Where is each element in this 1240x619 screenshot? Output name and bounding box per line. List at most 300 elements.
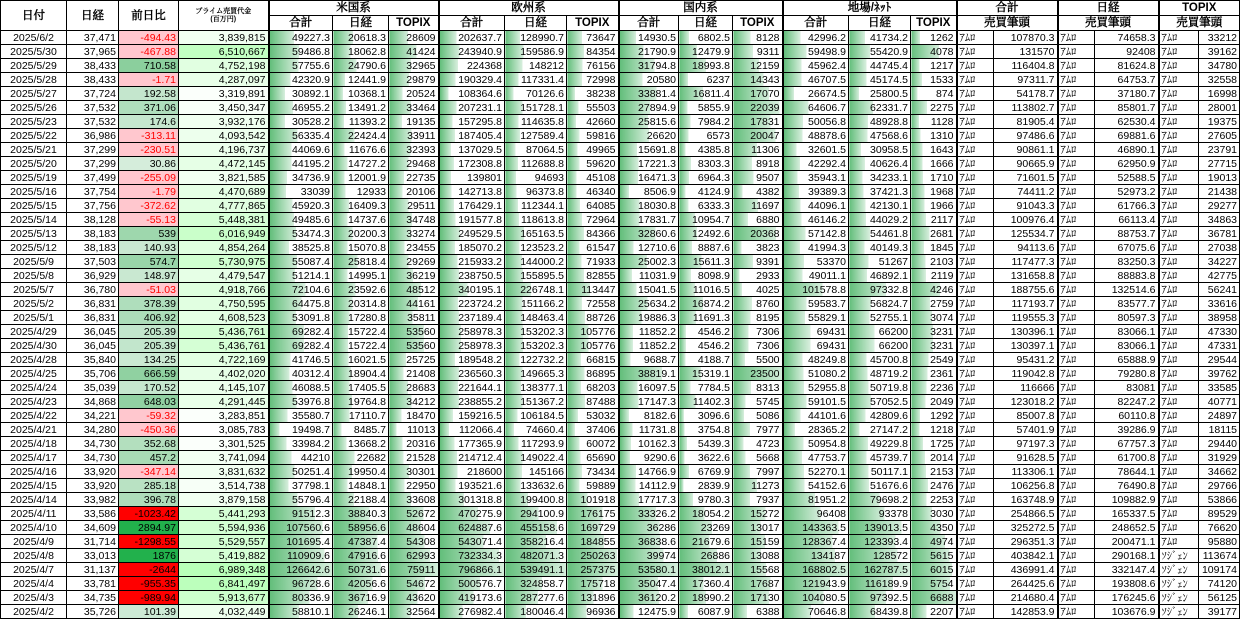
- change-cell: -1.79: [119, 185, 179, 199]
- eu-total-cell: 112066.4: [439, 423, 505, 437]
- dm-topix-cell: 5745: [733, 395, 783, 409]
- nikkei-cell: 35,039: [67, 381, 119, 395]
- table-row: [1, 325, 1240, 339]
- us-topix-cell: 21528: [389, 451, 439, 465]
- top2-name-cell: ｱﾑﾛ: [1058, 395, 1095, 409]
- us-nikkei-cell: 58956.6: [333, 521, 389, 535]
- eu-nikkei-cell: 127589.4: [505, 129, 567, 143]
- change-cell: -59.32: [119, 409, 179, 423]
- eu-nikkei-cell: 118613.8: [505, 213, 567, 227]
- dm-topix-cell: 9391: [733, 255, 783, 269]
- top3-value-cell: 31929: [1199, 451, 1240, 465]
- eu-nikkei-cell: 96373.8: [505, 185, 567, 199]
- us-topix-cell: 33274: [389, 227, 439, 241]
- us-total-cell: 44069.6: [269, 143, 333, 157]
- lc-topix-cell: 3231: [911, 325, 957, 339]
- table-row: [1, 507, 1240, 521]
- eu-topix-cell: 38238: [567, 87, 619, 101]
- dm-topix-cell: 17070: [733, 87, 783, 101]
- dm-total-cell: 17831.7: [619, 213, 679, 227]
- us-nikkei-cell: 14848.1: [333, 479, 389, 493]
- nikkei-cell: 37,299: [67, 143, 119, 157]
- nikkei-cell: 33,920: [67, 465, 119, 479]
- us-topix-cell: 30301: [389, 465, 439, 479]
- us-topix-cell: 33464: [389, 101, 439, 115]
- us-total-cell: 38525.8: [269, 241, 333, 255]
- eu-topix-cell: 68203: [567, 381, 619, 395]
- eu-total-cell: 108364.6: [439, 87, 505, 101]
- lc-topix-cell: 3030: [911, 507, 957, 521]
- top3-name-cell: ｱﾑﾛ: [1159, 451, 1199, 465]
- lc-total-cell: 49011.1: [783, 269, 849, 283]
- change-cell: 134.25: [119, 353, 179, 367]
- nikkei-cell: 37,724: [67, 87, 119, 101]
- eu-total-cell: 258978.3: [439, 339, 505, 353]
- lc-total-cell: 28365.2: [783, 423, 849, 437]
- top1-name-cell: ｱﾑﾛ: [957, 577, 994, 591]
- top3-name-cell: ｱﾑﾛ: [1159, 297, 1199, 311]
- lc-total-cell: 46146.2: [783, 213, 849, 227]
- header-eu-total: 合計: [439, 16, 505, 31]
- dm-nikkei-cell: 7784.5: [679, 381, 733, 395]
- top3-name-cell: ｱﾑﾛ: [1159, 255, 1199, 269]
- top1-value-cell: 436991.4: [994, 563, 1058, 577]
- header-change: 前日比: [119, 1, 179, 31]
- eu-nikkei-cell: 112344.1: [505, 199, 567, 213]
- top1-value-cell: 188755.6: [994, 283, 1058, 297]
- date-cell: 2025/4/23: [1, 395, 67, 409]
- dm-topix-cell: 9311: [733, 45, 783, 59]
- top3-value-cell: 24897: [1199, 409, 1240, 423]
- us-nikkei-cell: 14727.2: [333, 157, 389, 171]
- table-row: [1, 241, 1240, 255]
- top3-name-cell: ｱﾑﾛ: [1159, 423, 1199, 437]
- eu-nikkei-cell: 133632.6: [505, 479, 567, 493]
- lc-total-cell: 69431: [783, 339, 849, 353]
- change-cell: 140.93: [119, 241, 179, 255]
- dm-topix-cell: 12159: [733, 59, 783, 73]
- us-nikkei-cell: 17280.8: [333, 311, 389, 325]
- header-dm-topix: TOPIX: [733, 16, 783, 31]
- top2-name-cell: ｱﾑﾛ: [1058, 381, 1095, 395]
- top1-value-cell: 97311.7: [994, 73, 1058, 87]
- date-cell: 2025/4/10: [1, 521, 67, 535]
- change-cell: -1.71: [119, 73, 179, 87]
- change-cell: -989.94: [119, 591, 179, 605]
- us-total-cell: 64475.8: [269, 297, 333, 311]
- eu-topix-cell: 73647: [567, 31, 619, 45]
- dm-topix-cell: 17130: [733, 591, 783, 605]
- us-total-cell: 126642.6: [269, 563, 333, 577]
- eu-total-cell: 238855.2: [439, 395, 505, 409]
- dm-nikkei-cell: 4188.7: [679, 353, 733, 367]
- change-cell: 378.39: [119, 297, 179, 311]
- us-nikkei-cell: 17110.7: [333, 409, 389, 423]
- dm-nikkei-cell: 6802.5: [679, 31, 733, 45]
- us-topix-cell: 48604: [389, 521, 439, 535]
- lc-nikkei-cell: 40626.4: [849, 157, 911, 171]
- dm-nikkei-cell: 6333.3: [679, 199, 733, 213]
- lc-total-cell: 59101.5: [783, 395, 849, 409]
- change-cell: -1023.42: [119, 507, 179, 521]
- top3-name-cell: ｿｼﾞｪﾝ: [1159, 549, 1199, 563]
- lc-topix-cell: 2759: [911, 297, 957, 311]
- header-us-nikkei: 日経: [333, 16, 389, 31]
- dm-total-cell: 17147.3: [619, 395, 679, 409]
- eu-topix-cell: 105776: [567, 339, 619, 353]
- top1-name-cell: ｱﾑﾛ: [957, 395, 994, 409]
- date-cell: 2025/5/2: [1, 297, 67, 311]
- top1-name-cell: ｱﾑﾛ: [957, 255, 994, 269]
- nikkei-cell: 36,831: [67, 311, 119, 325]
- header-us: 米国系: [269, 1, 439, 16]
- top1-name-cell: ｱﾑﾛ: [957, 339, 994, 353]
- dm-nikkei-cell: 11016.5: [679, 283, 733, 297]
- change-cell: 205.39: [119, 325, 179, 339]
- us-topix-cell: 19135: [389, 115, 439, 129]
- lc-total-cell: 69431: [783, 325, 849, 339]
- dm-topix-cell: 15159: [733, 535, 783, 549]
- eu-topix-cell: 37406: [567, 423, 619, 437]
- top3-name-cell: ｱﾑﾛ: [1159, 45, 1199, 59]
- us-topix-cell: 52672: [389, 507, 439, 521]
- top1-value-cell: 113802.7: [994, 101, 1058, 115]
- top3-name-cell: ｿｼﾞｪﾝ: [1159, 563, 1199, 577]
- us-nikkei-cell: 19764.8: [333, 395, 389, 409]
- table-row: [1, 227, 1240, 241]
- prime-value-cell: 6,989,348: [179, 563, 269, 577]
- date-cell: 2025/5/26: [1, 101, 67, 115]
- prime-value-cell: 4,470,689: [179, 185, 269, 199]
- dm-topix-cell: 17831: [733, 115, 783, 129]
- eu-topix-cell: 86895: [567, 367, 619, 381]
- header-eu-nikkei: 日経: [505, 16, 567, 31]
- us-topix-cell: 54672: [389, 577, 439, 591]
- us-topix-cell: 25725: [389, 353, 439, 367]
- nikkei-cell: 33,586: [67, 507, 119, 521]
- top2-name-cell: ｱﾑﾛ: [1058, 87, 1095, 101]
- eu-total-cell: 142713.8: [439, 185, 505, 199]
- date-cell: 2025/4/25: [1, 367, 67, 381]
- dm-nikkei-cell: 2839.9: [679, 479, 733, 493]
- us-nikkei-cell: 22424.4: [333, 129, 389, 143]
- prime-value-cell: 4,093,542: [179, 129, 269, 143]
- eu-total-cell: 190329.4: [439, 73, 505, 87]
- us-total-cell: 35580.7: [269, 409, 333, 423]
- top3-value-cell: 29544: [1199, 353, 1240, 367]
- top1-value-cell: 81905.4: [994, 115, 1058, 129]
- nikkei-cell: 33,781: [67, 577, 119, 591]
- nikkei-cell: 34,280: [67, 423, 119, 437]
- top1-name-cell: ｱﾑﾛ: [957, 451, 994, 465]
- prime-value-cell: 4,287,097: [179, 73, 269, 87]
- us-total-cell: 91512.3: [269, 507, 333, 521]
- lc-nikkei-cell: 79698.2: [849, 493, 911, 507]
- eu-topix-cell: 59620: [567, 157, 619, 171]
- dm-nikkei-cell: 5855.9: [679, 101, 733, 115]
- change-cell: -255.09: [119, 171, 179, 185]
- top3-value-cell: 95880: [1199, 535, 1240, 549]
- eu-nikkei-cell: 180046.4: [505, 605, 567, 619]
- us-topix-cell: 22950: [389, 479, 439, 493]
- header-dm-total: 合計: [619, 16, 679, 31]
- dm-total-cell: 33881.4: [619, 87, 679, 101]
- dm-topix-cell: 20368: [733, 227, 783, 241]
- top3-name-cell: ｱﾑﾛ: [1159, 171, 1199, 185]
- dm-total-cell: 53580.1: [619, 563, 679, 577]
- dm-topix-cell: 7306: [733, 325, 783, 339]
- lc-topix-cell: 1128: [911, 115, 957, 129]
- lc-nikkei-cell: 57052.5: [849, 395, 911, 409]
- lc-total-cell: 59498.9: [783, 45, 849, 59]
- date-cell: 2025/4/11: [1, 507, 67, 521]
- table-row: [1, 87, 1240, 101]
- eu-nikkei-cell: 138377.1: [505, 381, 567, 395]
- top2-name-cell: ｱﾑﾛ: [1058, 563, 1095, 577]
- top2-name-cell: ｱﾑﾛ: [1058, 325, 1095, 339]
- top2-value-cell: 52588.5: [1095, 171, 1159, 185]
- eu-total-cell: 214712.4: [439, 451, 505, 465]
- lc-topix-cell: 2476: [911, 479, 957, 493]
- dm-nikkei-cell: 26886: [679, 549, 733, 563]
- table-row: [1, 451, 1240, 465]
- lc-topix-cell: 1533: [911, 73, 957, 87]
- table-row: [1, 493, 1240, 507]
- top3-name-cell: ｱﾑﾛ: [1159, 283, 1199, 297]
- lc-total-cell: 42292.4: [783, 157, 849, 171]
- us-nikkei-cell: 12001.9: [333, 171, 389, 185]
- date-cell: 2025/4/24: [1, 381, 67, 395]
- lc-topix-cell: 2681: [911, 227, 957, 241]
- dm-topix-cell: 4723: [733, 437, 783, 451]
- dm-total-cell: 36838.6: [619, 535, 679, 549]
- date-cell: 2025/5/19: [1, 171, 67, 185]
- top3-value-cell: 74120: [1199, 577, 1240, 591]
- top3-name-cell: ｱﾑﾛ: [1159, 535, 1199, 549]
- dm-total-cell: 39974: [619, 549, 679, 563]
- nikkei-cell: 38,433: [67, 59, 119, 73]
- table-row: [1, 45, 1240, 59]
- dm-total-cell: 15691.8: [619, 143, 679, 157]
- change-cell: 148.97: [119, 269, 179, 283]
- top3-name-cell: ｱﾑﾛ: [1159, 479, 1199, 493]
- date-cell: 2025/4/15: [1, 479, 67, 493]
- dm-topix-cell: 17687: [733, 577, 783, 591]
- top1-value-cell: 130397.1: [994, 339, 1058, 353]
- prime-value-cell: 4,608,523: [179, 311, 269, 325]
- eu-total-cell: 243940.9: [439, 45, 505, 59]
- top1-value-cell: 264425.6: [994, 577, 1058, 591]
- us-nikkei-cell: 15722.4: [333, 339, 389, 353]
- table-row: [1, 129, 1240, 143]
- us-nikkei-cell: 17405.5: [333, 381, 389, 395]
- eu-total-cell: 249529.5: [439, 227, 505, 241]
- us-nikkei-cell: 36716.9: [333, 591, 389, 605]
- top2-name-cell: ｱﾑﾛ: [1058, 577, 1095, 591]
- us-topix-cell: 11013: [389, 423, 439, 437]
- nikkei-cell: 37,965: [67, 45, 119, 59]
- top1-name-cell: ｱﾑﾛ: [957, 605, 994, 619]
- us-topix-cell: 28683: [389, 381, 439, 395]
- top1-name-cell: ｱﾑﾛ: [957, 465, 994, 479]
- top1-name-cell: ｱﾑﾛ: [957, 493, 994, 507]
- dm-nikkei-cell: 18990.2: [679, 591, 733, 605]
- lc-total-cell: 96408: [783, 507, 849, 521]
- dm-topix-cell: 6388: [733, 605, 783, 619]
- lc-total-cell: 53370: [783, 255, 849, 269]
- dm-topix-cell: 5086: [733, 409, 783, 423]
- top1-value-cell: 131570: [994, 45, 1058, 59]
- table-row: [1, 437, 1240, 451]
- us-topix-cell: 54308: [389, 535, 439, 549]
- lc-nikkei-cell: 128572: [849, 549, 911, 563]
- top3-value-cell: 33616: [1199, 297, 1240, 311]
- top1-name-cell: ｱﾑﾛ: [957, 87, 994, 101]
- top3-name-cell: ｿｼﾞｪﾝ: [1159, 591, 1199, 605]
- top3-name-cell: ｱﾑﾛ: [1159, 157, 1199, 171]
- eu-nikkei-cell: 153202.3: [505, 339, 567, 353]
- change-cell: -347.14: [119, 465, 179, 479]
- lc-total-cell: 42996.2: [783, 31, 849, 45]
- eu-topix-cell: 250263: [567, 549, 619, 563]
- prime-value-cell: 3,319,891: [179, 87, 269, 101]
- lc-nikkei-cell: 27147.2: [849, 423, 911, 437]
- lc-topix-cell: 5754: [911, 577, 957, 591]
- header-nikkei: 日経: [67, 1, 119, 31]
- us-total-cell: 96728.6: [269, 577, 333, 591]
- top2-name-cell: ｱﾑﾛ: [1058, 339, 1095, 353]
- us-nikkei-cell: 12933: [333, 185, 389, 199]
- date-cell: 2025/5/22: [1, 129, 67, 143]
- dm-topix-cell: 8128: [733, 31, 783, 45]
- nikkei-cell: 33,920: [67, 479, 119, 493]
- top3-value-cell: 18115: [1199, 423, 1240, 437]
- lc-topix-cell: 3231: [911, 339, 957, 353]
- us-nikkei-cell: 38840.3: [333, 507, 389, 521]
- dm-total-cell: 35047.4: [619, 577, 679, 591]
- top1-name-cell: ｱﾑﾛ: [957, 241, 994, 255]
- lc-total-cell: 52955.8: [783, 381, 849, 395]
- table-row: [1, 339, 1240, 353]
- date-cell: 2025/5/30: [1, 45, 67, 59]
- dm-total-cell: 20580: [619, 73, 679, 87]
- change-cell: 352.68: [119, 437, 179, 451]
- lc-nikkei-cell: 66200: [849, 325, 911, 339]
- dm-nikkei-cell: 16874.2: [679, 297, 733, 311]
- top1-name-cell: ｱﾑﾛ: [957, 535, 994, 549]
- prime-value-cell: 4,145,107: [179, 381, 269, 395]
- top2-value-cell: 290168.1: [1095, 549, 1159, 563]
- us-topix-cell: 35811: [389, 311, 439, 325]
- top3-name-cell: ｱﾑﾛ: [1159, 325, 1199, 339]
- table-row: [1, 563, 1240, 577]
- us-total-cell: 80336.9: [269, 591, 333, 605]
- dm-total-cell: 8506.9: [619, 185, 679, 199]
- nikkei-cell: 38,183: [67, 241, 119, 255]
- nikkei-cell: 38,183: [67, 227, 119, 241]
- eu-topix-cell: 72998: [567, 73, 619, 87]
- dm-nikkei-cell: 6087.9: [679, 605, 733, 619]
- top2-value-cell: 248652.5: [1095, 521, 1159, 535]
- nikkei-cell: 36,986: [67, 129, 119, 143]
- eu-nikkei-cell: 112688.8: [505, 157, 567, 171]
- date-cell: 2025/4/16: [1, 465, 67, 479]
- top1-value-cell: 95431.2: [994, 353, 1058, 367]
- lc-nikkei-cell: 34233.1: [849, 171, 911, 185]
- eu-total-cell: 236560.3: [439, 367, 505, 381]
- us-total-cell: 57755.6: [269, 59, 333, 73]
- eu-total-cell: 237189.4: [439, 311, 505, 325]
- eu-topix-cell: 66815: [567, 353, 619, 367]
- dm-nikkei-cell: 17360.4: [679, 577, 733, 591]
- eu-nikkei-cell: 151367.2: [505, 395, 567, 409]
- nikkei-cell: 37,499: [67, 171, 119, 185]
- lc-topix-cell: 2119: [911, 269, 957, 283]
- lc-topix-cell: 2253: [911, 493, 957, 507]
- top2-name-cell: ｱﾑﾛ: [1058, 521, 1095, 535]
- us-topix-cell: 43620: [389, 591, 439, 605]
- us-topix-cell: 29511: [389, 199, 439, 213]
- change-cell: 457.2: [119, 451, 179, 465]
- dm-total-cell: 10162.3: [619, 437, 679, 451]
- top2-value-cell: 62950.9: [1095, 157, 1159, 171]
- top3-name-cell: ｱﾑﾛ: [1159, 199, 1199, 213]
- eu-total-cell: 137029.5: [439, 143, 505, 157]
- top2-value-cell: 61766.3: [1095, 199, 1159, 213]
- top3-name-cell: ｱﾑﾛ: [1159, 115, 1199, 129]
- dm-total-cell: 15041.5: [619, 283, 679, 297]
- us-total-cell: 69282.4: [269, 325, 333, 339]
- top3-value-cell: 27715: [1199, 157, 1240, 171]
- us-total-cell: 53091.8: [269, 311, 333, 325]
- dm-topix-cell: 7937: [733, 493, 783, 507]
- top3-value-cell: 36781: [1199, 227, 1240, 241]
- eu-total-cell: 176429.1: [439, 199, 505, 213]
- top2-name-cell: ｱﾑﾛ: [1058, 213, 1095, 227]
- dm-total-cell: 25815.6: [619, 115, 679, 129]
- header-eu: 欧州系: [439, 1, 619, 16]
- prime-value-cell: 4,918,766: [179, 283, 269, 297]
- dm-nikkei-cell: 5439.3: [679, 437, 733, 451]
- date-cell: 2025/6/2: [1, 31, 67, 45]
- dm-topix-cell: 7977: [733, 423, 783, 437]
- top3-name-cell: ｱﾑﾛ: [1159, 367, 1199, 381]
- eu-total-cell: 193521.6: [439, 479, 505, 493]
- change-cell: 396.78: [119, 493, 179, 507]
- top2-name-cell: ｱﾑﾛ: [1058, 297, 1095, 311]
- dm-nikkei-cell: 4385.8: [679, 143, 733, 157]
- change-cell: 648.03: [119, 395, 179, 409]
- lc-total-cell: 50056.8: [783, 115, 849, 129]
- eu-nikkei-cell: 455158.6: [505, 521, 567, 535]
- dm-total-cell: 19886.3: [619, 311, 679, 325]
- lc-total-cell: 70646.8: [783, 605, 849, 619]
- dm-topix-cell: 8313: [733, 381, 783, 395]
- eu-total-cell: 223724.2: [439, 297, 505, 311]
- lc-nikkei-cell: 45700.8: [849, 353, 911, 367]
- top2-value-cell: 81624.8: [1095, 59, 1159, 73]
- change-cell: 30.86: [119, 157, 179, 171]
- dm-total-cell: 12710.6: [619, 241, 679, 255]
- lc-topix-cell: 2275: [911, 101, 957, 115]
- dm-total-cell: 18030.8: [619, 199, 679, 213]
- dm-total-cell: 16471.3: [619, 171, 679, 185]
- top2-value-cell: 109882.9: [1095, 493, 1159, 507]
- top1-value-cell: 116404.8: [994, 59, 1058, 73]
- eu-nikkei-cell: 358216.4: [505, 535, 567, 549]
- lc-total-cell: 59583.7: [783, 297, 849, 311]
- eu-nikkei-cell: 159586.9: [505, 45, 567, 59]
